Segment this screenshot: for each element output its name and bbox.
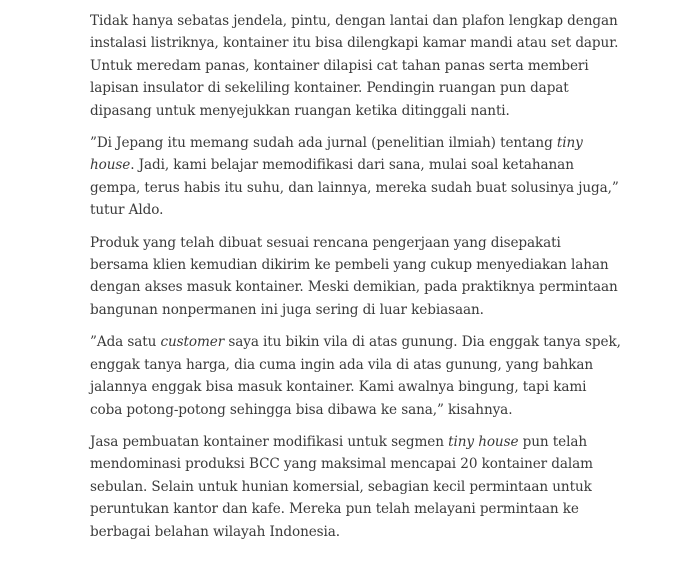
paragraph-line: peruntukan kantor dan kafe. Mereka pun telah melayani permintaan ke	[90, 501, 579, 518]
paragraph-line: mendominasi produksi BCC yang maksimal mencapai 20 kontainer dalam	[90, 456, 593, 473]
article-body	[90, 10, 650, 553]
paragraph-line: instalasi listriknya, kontainer itu bisa dilengkapi kamar mandi atau set dapur.	[90, 35, 619, 52]
paragraph-line: gempa, terus habis itu suhu, dan lainnya, mereka sudah buat solusinya juga,”	[90, 179, 619, 196]
italic-term: tiny house	[448, 433, 519, 450]
paragraph-line: sebulan. Selain untuk hunian komersial, sebagian kecil permintaan untuk	[90, 478, 592, 495]
paragraph-line: berbagai belahan wilayah Indonesia.	[90, 523, 341, 540]
paragraph-line: bersama klien kemudian dikirim ke pembeli yang cukup menyediakan lahan	[90, 257, 609, 274]
paragraph-1	[90, 10, 650, 122]
text-segment: ”Ada satu	[90, 334, 161, 351]
paragraph-line: jalannya enggak bisa masuk kontainer. Kami awalnya bingung, tapi kami	[90, 379, 587, 396]
paragraph-line	[90, 154, 650, 176]
paragraph-line: Tidak hanya sebatas jendela, pintu, dengan lantai dan plafon lengkap dengan	[90, 13, 618, 29]
paragraph-line	[90, 132, 650, 154]
text-segment: Jasa pembuatan kontainer modifikasi untuk segmen	[90, 433, 449, 450]
paragraph-line: bangunan nonpermanen ini juga sering di luar kebiasaan.	[90, 301, 484, 318]
paragraph-5	[90, 431, 650, 543]
text-segment: . Jadi, kami belajar memodifikasi dari sana, mulai soal ketahanan	[130, 157, 574, 174]
text-segment: pun telah	[518, 433, 587, 450]
text-segment: ”Di Jepang itu memang sudah ada jurnal (penelitian ilmiah) tentang	[90, 135, 557, 152]
paragraph-4-quote	[90, 331, 650, 421]
paragraph-line: Produk yang telah dibuat sesuai rencana pengerjaan yang disepakati	[90, 234, 561, 251]
text-segment: saya itu bikin vila di atas gunung. Dia enggak tanya spek,	[224, 334, 621, 351]
paragraph-3	[90, 232, 650, 322]
paragraph-line: Untuk meredam panas, kontainer dilapisi cat tahan panas serta memberi	[90, 57, 589, 74]
paragraph-line: tutur Aldo.	[90, 202, 164, 219]
paragraph-line: dengan akses masuk kontainer. Meski demikian, pada praktiknya permintaan	[90, 279, 618, 296]
paragraph-line: lapisan insulator di sekeliling kontainer. Pendingin ruangan pun dapat	[90, 80, 569, 97]
italic-term: house	[90, 157, 131, 174]
paragraph-2-quote	[90, 132, 650, 222]
italic-term: tiny	[556, 135, 583, 152]
paragraph-line: enggak tanya harga, dia cuma ingin ada vila di atas gunung, yang bahkan	[90, 356, 594, 373]
paragraph-line	[90, 431, 650, 453]
paragraph-line: dipasang untuk menyejukkan ruangan ketika ditinggali nanti.	[90, 102, 510, 119]
italic-term: customer	[160, 334, 225, 351]
paragraph-line: coba potong-potong sehingga bisa dibawa ke sana,” kisahnya.	[90, 401, 513, 418]
paragraph-line	[90, 331, 650, 353]
